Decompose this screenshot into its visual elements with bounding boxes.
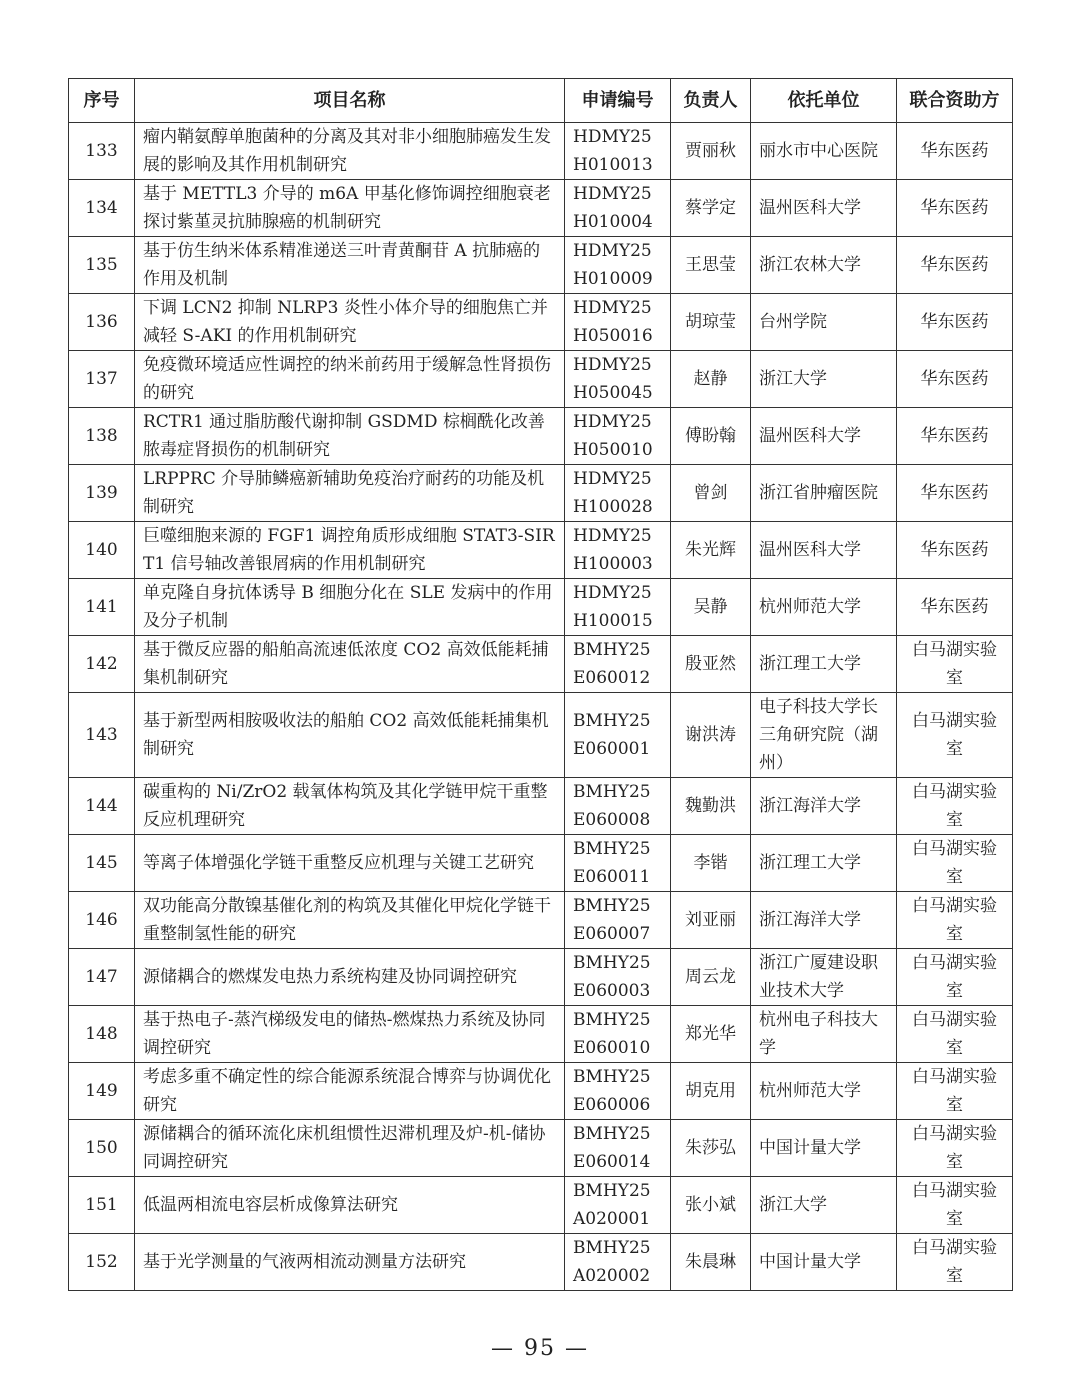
cell-seq: 144 [69,778,135,835]
cell-application-code: HDMY25H010009 [565,237,671,294]
table-row [69,522,1013,579]
table-row [69,1177,1013,1234]
cell-application-code: HDMY25H100003 [565,522,671,579]
cell-application-code: BMHY25E060006 [565,1063,671,1120]
table-row [69,237,1013,294]
cell-project-name: 基于微反应器的船舶高流速低浓度 CO2 高效低能耗捕集机制研究 [135,636,565,693]
cell-host-institution: 丽水市中心医院 [751,123,897,180]
cell-host-institution: 浙江海洋大学 [751,892,897,949]
cell-host-institution: 浙江理工大学 [751,835,897,892]
cell-project-name: 低温两相流电容层析成像算法研究 [135,1177,565,1234]
table-body [69,123,1013,1291]
cell-application-code: BMHY25E060007 [565,892,671,949]
cell-application-code: HDMY25H050016 [565,294,671,351]
header-seq: 序号 [69,79,135,123]
cell-co-sponsor: 白马湖实验室 [897,778,1013,835]
cell-principal: 朱光辉 [671,522,751,579]
cell-project-name: 免疫微环境适应性调控的纳米前药用于缓解急性肾损伤的研究 [135,351,565,408]
table-row [69,294,1013,351]
cell-project-name: RCTR1 通过脂肪酸代谢抑制 GSDMD 棕榈酰化改善脓毒症肾损伤的机制研究 [135,408,565,465]
table-row [69,778,1013,835]
cell-seq: 143 [69,693,135,778]
table-row [69,636,1013,693]
cell-co-sponsor: 华东医药 [897,123,1013,180]
cell-co-sponsor: 华东医药 [897,522,1013,579]
cell-seq: 149 [69,1063,135,1120]
cell-project-name: 基于 METTL3 介导的 m6A 甲基化修饰调控细胞衰老探讨紫堇灵抗肺腺癌的机制研究 [135,180,565,237]
header-host-institution: 依托单位 [751,79,897,123]
header-application-code: 申请编号 [565,79,671,123]
table-row [69,835,1013,892]
cell-principal: 胡琼莹 [671,294,751,351]
cell-host-institution: 电子科技大学长三角研究院（湖州） [751,693,897,778]
cell-principal: 赵静 [671,351,751,408]
cell-co-sponsor: 华东医药 [897,294,1013,351]
cell-host-institution: 浙江海洋大学 [751,778,897,835]
table-row [69,180,1013,237]
cell-project-name: 源储耦合的循环流化床机组惯性迟滞机理及炉-机-储协同调控研究 [135,1120,565,1177]
table-row [69,892,1013,949]
cell-seq: 133 [69,123,135,180]
cell-principal: 殷亚然 [671,636,751,693]
cell-principal: 傅盼翰 [671,408,751,465]
cell-project-name: 双功能高分散镍基催化剂的构筑及其催化甲烷化学链干重整制氢性能的研究 [135,892,565,949]
cell-seq: 139 [69,465,135,522]
table-row [69,1063,1013,1120]
cell-host-institution: 温州医科大学 [751,408,897,465]
table-row [69,408,1013,465]
cell-co-sponsor: 白马湖实验室 [897,636,1013,693]
cell-application-code: BMHY25E060003 [565,949,671,1006]
cell-seq: 146 [69,892,135,949]
cell-principal: 蔡学定 [671,180,751,237]
project-table [68,78,1013,1291]
cell-project-name: 考虑多重不确定性的综合能源系统混合博弈与协调优化研究 [135,1063,565,1120]
cell-co-sponsor: 白马湖实验室 [897,1063,1013,1120]
cell-seq: 150 [69,1120,135,1177]
cell-application-code: BMHY25A020002 [565,1234,671,1291]
cell-principal: 魏勤洪 [671,778,751,835]
cell-seq: 137 [69,351,135,408]
cell-application-code: HDMY25H050045 [565,351,671,408]
table-row [69,1234,1013,1291]
table-header-row [69,79,1013,123]
cell-application-code: HDMY25H100015 [565,579,671,636]
cell-principal: 王思莹 [671,237,751,294]
cell-principal: 刘亚丽 [671,892,751,949]
cell-co-sponsor: 白马湖实验室 [897,1234,1013,1291]
cell-host-institution: 浙江广厦建设职业技术大学 [751,949,897,1006]
cell-seq: 136 [69,294,135,351]
header-project-name: 项目名称 [135,79,565,123]
header-co-sponsor: 联合资助方 [897,79,1013,123]
cell-seq: 135 [69,237,135,294]
cell-co-sponsor: 白马湖实验室 [897,835,1013,892]
cell-principal: 贾丽秋 [671,123,751,180]
cell-principal: 谢洪涛 [671,693,751,778]
cell-co-sponsor: 华东医药 [897,180,1013,237]
cell-application-code: BMHY25A020001 [565,1177,671,1234]
cell-application-code: HDMY25H050010 [565,408,671,465]
cell-principal: 周云龙 [671,949,751,1006]
cell-principal: 张小斌 [671,1177,751,1234]
cell-principal: 朱晨琳 [671,1234,751,1291]
cell-host-institution: 温州医科大学 [751,180,897,237]
page-number: — 95 — [491,1336,589,1361]
cell-principal: 郑光华 [671,1006,751,1063]
cell-project-name: 基于光学测量的气液两相流动测量方法研究 [135,1234,565,1291]
cell-application-code: BMHY25E060011 [565,835,671,892]
cell-host-institution: 台州学院 [751,294,897,351]
cell-application-code: BMHY25E060010 [565,1006,671,1063]
cell-principal: 朱莎弘 [671,1120,751,1177]
cell-host-institution: 浙江大学 [751,1177,897,1234]
table-row [69,579,1013,636]
cell-seq: 147 [69,949,135,1006]
cell-principal: 曾剑 [671,465,751,522]
cell-host-institution: 浙江大学 [751,351,897,408]
cell-project-name: 下调 LCN2 抑制 NLRP3 炎性小体介导的细胞焦亡并减轻 S-AKI 的作用机制研究 [135,294,565,351]
table-row [69,1120,1013,1177]
cell-co-sponsor: 华东医药 [897,579,1013,636]
cell-project-name: 碳重构的 Ni/ZrO2 载氧体构筑及其化学链甲烷干重整反应机理研究 [135,778,565,835]
cell-project-name: 源储耦合的燃煤发电热力系统构建及协同调控研究 [135,949,565,1006]
cell-host-institution: 中国计量大学 [751,1234,897,1291]
cell-host-institution: 浙江农林大学 [751,237,897,294]
cell-application-code: HDMY25H100028 [565,465,671,522]
table-row [69,351,1013,408]
cell-seq: 148 [69,1006,135,1063]
table-row [69,1006,1013,1063]
cell-project-name: 基于仿生纳米体系精准递送三叶青黄酮苷 A 抗肺癌的作用及机制 [135,237,565,294]
cell-application-code: BMHY25E060014 [565,1120,671,1177]
cell-application-code: BMHY25E060008 [565,778,671,835]
cell-principal: 吴静 [671,579,751,636]
cell-host-institution: 杭州电子科技大学 [751,1006,897,1063]
cell-co-sponsor: 华东医药 [897,408,1013,465]
cell-co-sponsor: 白马湖实验室 [897,949,1013,1006]
cell-host-institution: 杭州师范大学 [751,579,897,636]
cell-co-sponsor: 华东医药 [897,465,1013,522]
cell-host-institution: 浙江省肿瘤医院 [751,465,897,522]
cell-project-name: 单克隆自身抗体诱导 B 细胞分化在 SLE 发病中的作用及分子机制 [135,579,565,636]
cell-host-institution: 中国计量大学 [751,1120,897,1177]
cell-co-sponsor: 华东医药 [897,237,1013,294]
cell-seq: 145 [69,835,135,892]
cell-application-code: HDMY25H010013 [565,123,671,180]
cell-seq: 151 [69,1177,135,1234]
cell-host-institution: 杭州师范大学 [751,1063,897,1120]
cell-host-institution: 温州医科大学 [751,522,897,579]
header-principal: 负责人 [671,79,751,123]
cell-application-code: HDMY25H010004 [565,180,671,237]
cell-co-sponsor: 白马湖实验室 [897,1120,1013,1177]
cell-co-sponsor: 华东医药 [897,351,1013,408]
table-row [69,465,1013,522]
table-row [69,693,1013,778]
cell-project-name: 巨噬细胞来源的 FGF1 调控角质形成细胞 STAT3-SIRT1 信号轴改善银屑病的作用机制研究 [135,522,565,579]
cell-seq: 138 [69,408,135,465]
cell-project-name: LRPPRC 介导肺鳞癌新辅助免疫治疗耐药的功能及机制研究 [135,465,565,522]
cell-project-name: 等离子体增强化学链干重整反应机理与关键工艺研究 [135,835,565,892]
cell-co-sponsor: 白马湖实验室 [897,693,1013,778]
table-row [69,123,1013,180]
cell-co-sponsor: 白马湖实验室 [897,1006,1013,1063]
cell-project-name: 瘤内鞘氨醇单胞菌种的分离及其对非小细胞肺癌发生发展的影响及其作用机制研究 [135,123,565,180]
cell-application-code: BMHY25E060001 [565,693,671,778]
cell-seq: 142 [69,636,135,693]
cell-seq: 140 [69,522,135,579]
cell-co-sponsor: 白马湖实验室 [897,1177,1013,1234]
cell-seq: 141 [69,579,135,636]
cell-seq: 134 [69,180,135,237]
cell-principal: 李锴 [671,835,751,892]
cell-project-name: 基于新型两相胺吸收法的船舶 CO2 高效低能耗捕集机制研究 [135,693,565,778]
cell-co-sponsor: 白马湖实验室 [897,892,1013,949]
cell-application-code: BMHY25E060012 [565,636,671,693]
cell-project-name: 基于热电子-蒸汽梯级发电的储热-燃煤热力系统及协同调控研究 [135,1006,565,1063]
cell-host-institution: 浙江理工大学 [751,636,897,693]
cell-seq: 152 [69,1234,135,1291]
cell-principal: 胡克用 [671,1063,751,1120]
table-row [69,949,1013,1006]
